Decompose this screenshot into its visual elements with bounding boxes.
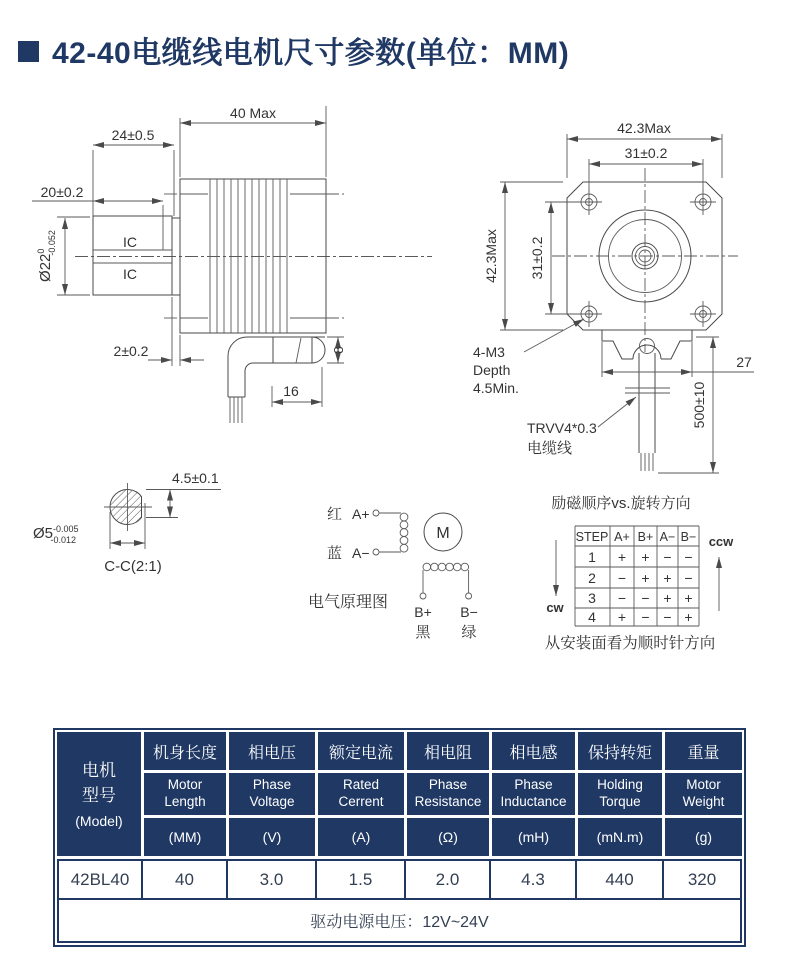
dim-mount-width: 27: [736, 354, 752, 370]
phase-header: B−: [680, 530, 697, 544]
phase-cell: −: [641, 590, 650, 606]
dim-hole-spacing-h: 31±0.2: [624, 145, 668, 161]
phase-header: A+: [614, 530, 630, 544]
cable-note-1: TRVV4*0.3: [527, 420, 597, 436]
spec-value: 2.0: [406, 861, 491, 898]
phase-cell: −: [641, 609, 650, 625]
spec-header-en: Rated Cerrent: [318, 773, 404, 815]
phase-cell: +: [684, 590, 693, 606]
spec-model-value: 42BL40: [59, 861, 143, 898]
spec-value: 3.0: [228, 861, 317, 898]
dim-flange-height: 42.3Max: [483, 229, 499, 283]
spec-value: 440: [577, 861, 664, 898]
cable-note-2: 电缆线: [527, 440, 573, 457]
shaft-mark-bottom: IC: [123, 266, 137, 282]
phase-title: 励磁顺序vs.旋转方向: [551, 495, 691, 512]
dim-boss-thickness: 2±0.2: [113, 343, 149, 359]
spec-header-en: Motor Weight: [665, 773, 742, 815]
cable-exit: [602, 330, 692, 471]
spec-model-header: [57, 732, 141, 856]
phase-cell: +: [684, 609, 693, 625]
dim-overall-length: 40 Max: [230, 105, 276, 121]
spec-value: 4.3: [491, 861, 577, 898]
spec-header-cn: 额定电流: [318, 732, 404, 770]
spec-model-cn-1: 电机: [82, 761, 116, 781]
dim-connector-width: 16: [283, 383, 299, 399]
front-view-dimensions: [473, 120, 754, 473]
dim-flange-width: 42.3Max: [617, 120, 671, 136]
cable-elbow: [228, 337, 325, 423]
phase-header: B+: [637, 530, 654, 544]
phase-rows: [588, 549, 692, 625]
phase-header: STEP: [575, 530, 609, 544]
spec-footer-note: 驱动电源电压：12V~24V: [59, 898, 740, 941]
screw-note-2: Depth: [473, 362, 511, 378]
wire-b-minus-label: B−: [460, 604, 478, 620]
screw-note-1: 4-M3: [473, 344, 505, 360]
side-view-dimensions: [32, 105, 346, 407]
spec-value: 1.5: [317, 861, 406, 898]
spec-value: 320: [687, 869, 717, 889]
phase-cell: +: [617, 549, 627, 565]
spec-value: 40: [143, 861, 228, 898]
phase-cell: +: [641, 570, 650, 586]
phase-cell: −: [663, 609, 672, 625]
coil-a: [400, 513, 408, 552]
cw-label: cw: [546, 600, 564, 615]
spec-header-unit: (A): [318, 818, 404, 856]
dim-shaft-flat: 4.5±0.1: [172, 470, 219, 486]
dim-hole-spacing-v: 31±0.2: [529, 236, 545, 280]
wire-b-plus-color: 黑: [415, 624, 431, 641]
shaft-section-view: [33, 470, 221, 575]
step-number: 3: [588, 590, 596, 606]
phase-cell: −: [617, 570, 627, 586]
phase-cell: +: [663, 590, 672, 606]
shaft-hub: [93, 216, 172, 295]
coil-b: [423, 563, 469, 571]
screw-note-3: 4.5Min.: [473, 380, 519, 396]
wire-a-minus-color: 蓝: [327, 545, 343, 562]
spec-table: [53, 728, 746, 947]
spec-header-en: Motor Length: [144, 773, 226, 815]
shaft-mark-top: IC: [123, 234, 137, 250]
spec-header-cn: 重量: [665, 732, 742, 770]
side-view: [32, 105, 432, 423]
spec-header-unit: (g): [665, 818, 742, 856]
wire-a-minus-label: A−: [352, 545, 370, 561]
spec-model-cn-2: 型号: [82, 786, 116, 805]
wire-a-plus-label: A+: [352, 506, 370, 522]
phase-cell: −: [617, 590, 627, 606]
motor-symbol-label: M: [436, 525, 450, 542]
spec-header-cn: 相电阻: [407, 732, 489, 770]
phase-cell: −: [684, 570, 693, 586]
spec-data-rows: [57, 859, 742, 943]
spec-header-cn: 相电压: [229, 732, 315, 770]
spec-header-unit: (mN.m): [578, 818, 662, 856]
section-label: C-C(2:1): [104, 558, 162, 575]
dim-cable-length: 500±10: [691, 381, 707, 429]
dim-connector-height: 8: [331, 346, 346, 354]
phase-cell: +: [617, 609, 627, 625]
page-title-text: 42-40电缆线电机尺寸参数(单位：MM): [52, 37, 570, 70]
spec-header-unit: (Ω): [407, 818, 489, 856]
spec-header-cn: 保持转矩: [578, 732, 662, 770]
wire-b-minus-color: 绿: [461, 624, 477, 641]
step-number: 1: [588, 549, 596, 565]
spec-model-en: (Model): [75, 812, 123, 829]
motor-body: [180, 179, 326, 333]
dim-boss-dia: $Ø22^0-0.052$: [36, 230, 57, 282]
wire-a-plus-color: 红: [327, 506, 343, 523]
step-number: 4: [588, 609, 596, 625]
spec-header-cn: 机身长度: [144, 732, 226, 770]
ccw-label: ccw: [708, 534, 734, 549]
cable-connector: [273, 337, 325, 363]
circuit-label: 电气原理图: [308, 594, 389, 611]
circuit-diagram: [308, 506, 478, 641]
front-view: [473, 120, 754, 473]
phase-cell: −: [684, 549, 693, 565]
spec-header-unit: (V): [229, 818, 315, 856]
dim-shaft-dia: $Ø5^{-0.005}$ -0.012: [33, 524, 79, 545]
phase-cell: +: [663, 570, 672, 586]
spec-header-unit: (mH): [492, 818, 575, 856]
dim-shaft-total: 24±0.5: [111, 127, 155, 143]
motor-body-ribs: [210, 179, 287, 333]
phase-header: A−: [659, 530, 676, 544]
spec-header-en: Phase Resistance: [407, 773, 489, 815]
phase-note: 从安装面看为顺时针方向: [544, 635, 716, 652]
phase-sequence: [545, 495, 734, 652]
dim-shaft-front: 20±0.2: [40, 184, 84, 200]
spec-header-en: Phase Voltage: [229, 773, 315, 815]
phase-cell: −: [663, 549, 672, 565]
spec-header-en: Phase Inductance: [492, 773, 575, 815]
wire-b-plus-label: B+: [414, 604, 432, 620]
spec-header-en: Holding Torque: [578, 773, 662, 815]
phase-cell: +: [641, 549, 650, 565]
spec-header-unit: (MM): [144, 818, 226, 856]
step-number: 2: [588, 570, 596, 586]
spec-header-cn: 相电感: [492, 732, 575, 770]
